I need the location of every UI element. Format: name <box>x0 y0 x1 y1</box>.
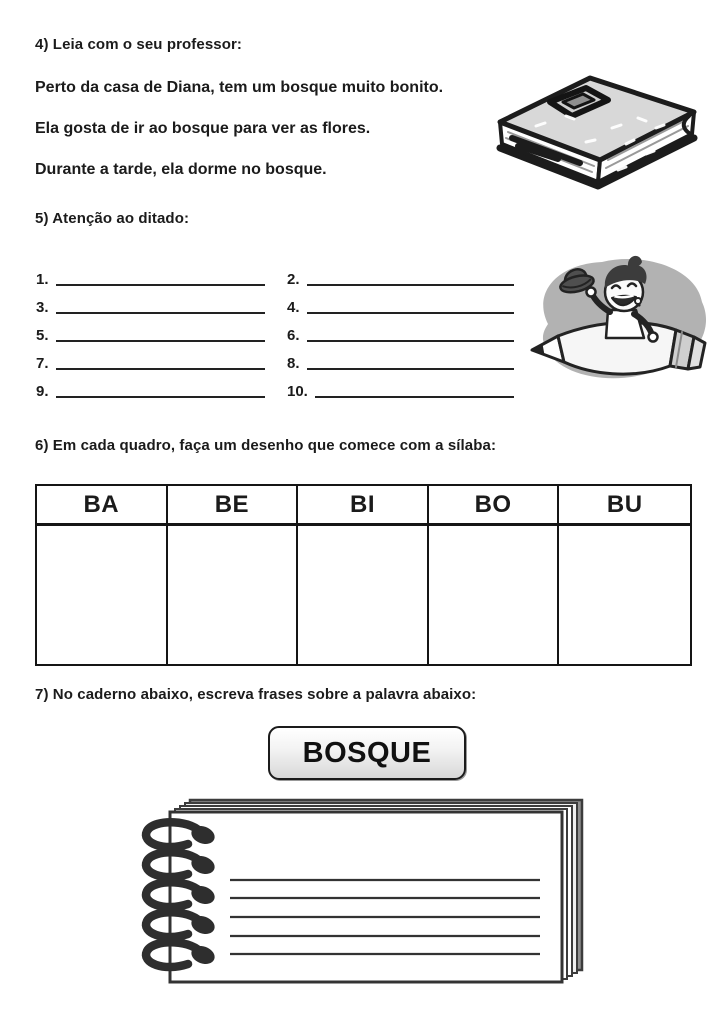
dictation-number: 7. <box>36 355 49 372</box>
dictation-item <box>36 261 265 289</box>
syllable-header-cell: BO <box>429 486 560 523</box>
dictation-item <box>36 345 265 373</box>
drawing-cell[interactable] <box>429 526 560 664</box>
book-sketch-illustration <box>486 58 706 198</box>
dictation-item <box>287 317 514 345</box>
dictation-number: 10. <box>287 383 308 400</box>
dictation-blank-line[interactable] <box>315 382 514 398</box>
dictation-item <box>36 289 265 317</box>
syllable-table <box>35 484 692 666</box>
dictation-blank-line[interactable] <box>56 298 265 314</box>
syllable-header-cell: BE <box>168 486 299 523</box>
dictation-blank-line[interactable] <box>307 298 514 314</box>
dictation-blank-line[interactable] <box>56 326 265 342</box>
dictation-item <box>287 345 514 373</box>
syllable-header-cell: BA <box>37 486 168 523</box>
syllable-header-cell: BU <box>606 491 643 518</box>
dictation-item <box>287 289 514 317</box>
dictation-number: 2. <box>287 271 300 288</box>
drawing-cell[interactable] <box>37 526 168 664</box>
dictation-number: 4. <box>287 299 300 316</box>
exercise4-sentence: Perto da casa de Diana, tem um bosque muito bonito. <box>35 79 444 96</box>
syllable-table-header <box>37 486 690 526</box>
exercise4-sentence: Durante a tarde, ela dorme no bosque. <box>35 161 327 178</box>
dictation-blank-line[interactable] <box>56 382 265 398</box>
dictation-item <box>36 373 265 401</box>
drawing-cell[interactable] <box>168 526 299 664</box>
word-label: BOSQUE <box>302 736 432 769</box>
dictation-number: 1. <box>36 271 49 288</box>
dictation-list <box>36 261 514 401</box>
dictation-number: 6. <box>287 327 300 344</box>
dictation-blank-line[interactable] <box>307 354 514 370</box>
word-box <box>268 726 466 780</box>
dictation-blank-line[interactable] <box>56 354 265 370</box>
dictation-number: 5. <box>36 327 49 344</box>
dictation-item <box>36 317 265 345</box>
syllable-header-cell: BI <box>298 486 429 523</box>
dictation-blank-line[interactable] <box>307 326 514 342</box>
exercise4-heading: 4) Leia com o seu professor: <box>35 36 243 53</box>
exercise4-sentence: Ela gosta de ir ao bosque para ver as flores. <box>35 120 371 137</box>
drawing-cell[interactable] <box>298 526 429 664</box>
exercise6-heading: 6) Em cada quadro, faça um desenho que comece com a sílaba: <box>35 437 497 454</box>
dictation-item <box>287 373 514 401</box>
dictation-number: 8. <box>287 355 300 372</box>
syllable-table-body <box>37 526 690 664</box>
drawing-cell[interactable] <box>559 526 690 664</box>
exercise7-heading: 7) No caderno abaixo, escreva frases sobre a palavra abaixo: <box>35 686 477 703</box>
dictation-blank-line[interactable] <box>56 270 265 286</box>
dictation-blank-line[interactable] <box>307 270 514 286</box>
exercise5-heading: 5) Atenção ao ditado: <box>35 210 190 227</box>
dictation-number: 3. <box>36 299 49 316</box>
spiral-notebook-illustration <box>136 793 588 1005</box>
dictation-number: 9. <box>36 383 49 400</box>
boy-riding-pencil-illustration <box>524 250 714 402</box>
dictation-item <box>287 261 514 289</box>
